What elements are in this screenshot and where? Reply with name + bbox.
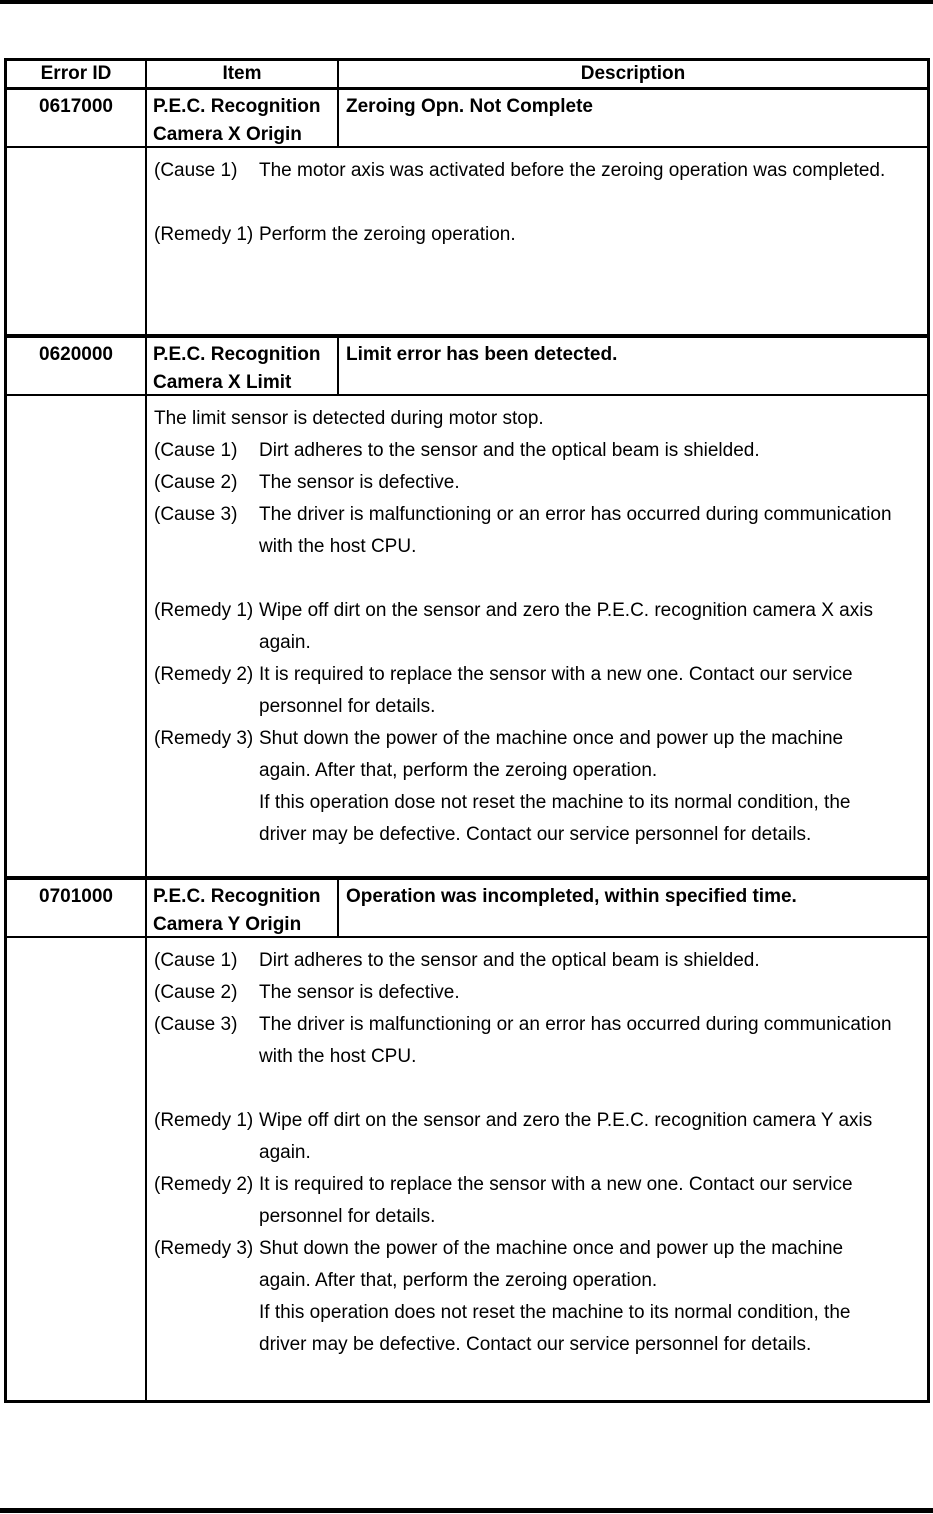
error-id-empty-cell <box>7 148 147 334</box>
column-header-item: Item <box>147 61 339 87</box>
detail-line-text: again. After that, perform the zeroing operation. <box>259 760 658 781</box>
error-detail-row <box>7 938 927 1400</box>
detail-line-text: with the host CPU. <box>259 1046 417 1067</box>
detail-line <box>154 403 923 435</box>
detail-line-label: (Cause 1) <box>154 950 238 971</box>
detail-line-text: Dirt adheres to the sensor and the optical beam is shielded. <box>259 950 760 971</box>
detail-blank-line <box>154 1073 923 1105</box>
detail-line-text: Shut down the power of the machine once and power up the machine <box>259 1238 844 1259</box>
detail-line-label: (Remedy 3) <box>154 1238 254 1259</box>
detail-line-text: again. After that, perform the zeroing operation. <box>259 1270 658 1291</box>
error-id-empty-cell <box>7 396 147 876</box>
description-cell: Zeroing Opn. Not Complete <box>346 96 593 117</box>
detail-line <box>154 627 923 659</box>
detail-line-label: (Remedy 2) <box>154 1174 254 1195</box>
detail-line-text: The limit sensor is detected during motor stop. <box>154 408 544 429</box>
detail-line-label: (Remedy 1) <box>154 224 254 245</box>
item-line: P.E.C. Recognition <box>153 886 321 907</box>
bottom-rule <box>0 1508 933 1513</box>
item-line: Camera Y Origin <box>153 914 302 935</box>
detail-line <box>154 467 923 499</box>
detail-line-text: If this operation does not reset the machine to its normal condition, the <box>259 1302 851 1323</box>
detail-line <box>154 723 923 755</box>
detail-line <box>154 977 923 1009</box>
detail-line <box>154 1233 923 1265</box>
detail-line <box>154 945 923 977</box>
detail-blank-line <box>154 563 923 595</box>
error-id-cell: 0617000 <box>7 90 147 146</box>
detail-line-label: (Cause 1) <box>154 160 238 181</box>
detail-line-text: The sensor is defective. <box>259 472 460 493</box>
item-line: P.E.C. Recognition <box>153 96 321 117</box>
error-title-row <box>7 90 927 148</box>
detail-line-text: The sensor is defective. <box>259 982 460 1003</box>
error-id-cell: 0701000 <box>7 880 147 936</box>
description-cell: Operation was incompleted, within specified time. <box>346 886 797 907</box>
detail-line-text: The motor axis was activated before the zeroing operation was completed. <box>259 160 886 181</box>
detail-line <box>154 531 923 563</box>
detail-line-text: It is required to replace the sensor with a new one. Contact our service <box>259 1174 853 1195</box>
detail-line <box>154 691 923 723</box>
detail-line-label: (Cause 2) <box>154 982 238 1003</box>
detail-line <box>154 1201 923 1233</box>
detail-line <box>154 219 923 251</box>
detail-line-text: driver may be defective. Contact our service personnel for details. <box>259 824 812 845</box>
detail-line-text: again. <box>259 1142 311 1163</box>
table-header-row <box>7 61 927 90</box>
detail-line-label: (Cause 2) <box>154 472 238 493</box>
detail-cell <box>147 148 927 334</box>
detail-line <box>154 155 923 187</box>
detail-line-text: The driver is malfunctioning or an error has occurred during communication <box>259 1014 892 1035</box>
item-cell <box>147 338 339 394</box>
detail-line-text: Perform the zeroing operation. <box>259 224 516 245</box>
detail-line-label: (Remedy 2) <box>154 664 254 685</box>
description-cell: Limit error has been detected. <box>346 344 618 365</box>
detail-line-text: Shut down the power of the machine once and power up the machine <box>259 728 844 749</box>
item-line: Camera X Limit <box>153 372 292 393</box>
detail-line <box>154 787 923 819</box>
detail-line-text: personnel for details. <box>259 696 436 717</box>
detail-line-text: personnel for details. <box>259 1206 436 1227</box>
detail-line <box>154 1169 923 1201</box>
column-header-description: Description <box>580 63 686 84</box>
detail-line-text: The driver is malfunctioning or an error has occurred during communication <box>259 504 892 525</box>
detail-line-label: (Cause 1) <box>154 440 238 461</box>
detail-line <box>154 1265 923 1297</box>
item-cell <box>147 90 339 146</box>
detail-line-text: with the host CPU. <box>259 536 417 557</box>
detail-line-text: It is required to replace the sensor with a new one. Contact our service <box>259 664 853 685</box>
detail-cell <box>147 396 927 876</box>
top-rule <box>0 0 933 4</box>
detail-line-text: Dirt adheres to the sensor and the optical beam is shielded. <box>259 440 760 461</box>
item-line: P.E.C. Recognition <box>153 344 321 365</box>
detail-line <box>154 1329 923 1361</box>
detail-line-text: driver may be defective. Contact our service personnel for details. <box>259 1334 812 1355</box>
item-line: Camera X Origin <box>153 124 302 145</box>
detail-line <box>154 1137 923 1169</box>
error-id-empty-cell <box>7 938 147 1400</box>
detail-line <box>154 1297 923 1329</box>
detail-line-label: (Remedy 3) <box>154 728 254 749</box>
detail-line <box>154 499 923 531</box>
detail-cell <box>147 938 927 1400</box>
error-detail-row <box>7 148 927 338</box>
detail-line <box>154 659 923 691</box>
detail-line <box>154 819 923 851</box>
error-title-row <box>7 338 927 396</box>
detail-line <box>154 755 923 787</box>
item-cell <box>147 880 339 936</box>
error-id-cell: 0620000 <box>7 338 147 394</box>
detail-line <box>154 595 923 627</box>
detail-line-text: Wipe off dirt on the sensor and zero the P.E.C. recognition camera X axis <box>259 600 873 621</box>
detail-line <box>154 1105 923 1137</box>
detail-blank-line <box>154 187 923 219</box>
error-code-table <box>4 58 930 1403</box>
detail-line <box>154 1041 923 1073</box>
detail-line-label: (Remedy 1) <box>154 1110 254 1131</box>
detail-line-text: If this operation dose not reset the machine to its normal condition, the <box>259 792 851 813</box>
detail-line-text: again. <box>259 632 311 653</box>
error-detail-row <box>7 396 927 880</box>
detail-line <box>154 1009 923 1041</box>
column-header-error-id: Error ID <box>7 61 147 87</box>
detail-line-label: (Cause 3) <box>154 504 238 525</box>
detail-line-label: (Remedy 1) <box>154 600 254 621</box>
detail-line-label: (Cause 3) <box>154 1014 238 1035</box>
detail-line <box>154 435 923 467</box>
detail-line-text: Wipe off dirt on the sensor and zero the P.E.C. recognition camera Y axis <box>259 1110 873 1131</box>
error-title-row <box>7 880 927 938</box>
